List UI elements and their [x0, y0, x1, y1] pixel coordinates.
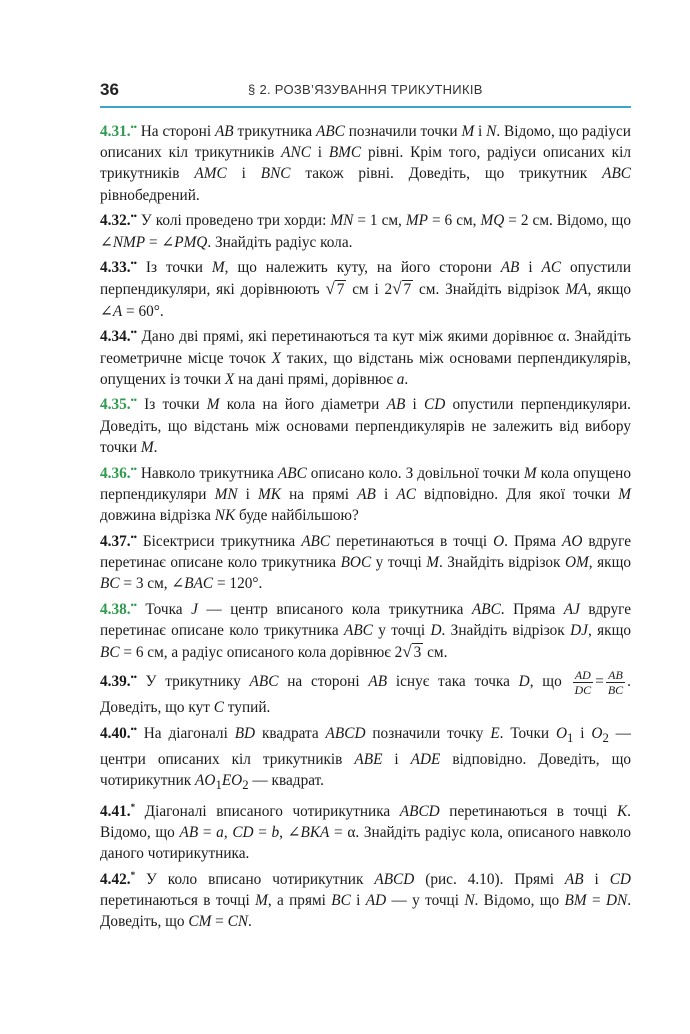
problem-number: 4.34.•• — [100, 327, 137, 346]
header-rule — [100, 106, 631, 108]
problem-number: 4.41.* — [100, 801, 136, 820]
problem-number: 4.32.•• — [100, 211, 137, 230]
problem-number: 4.40.•• — [100, 723, 137, 742]
problem-number: 4.35.•• — [100, 395, 137, 414]
fraction-ad-dc: $\frac{AD}{DC}$ — [574, 667, 592, 697]
problem-number: 4.33.•• — [100, 258, 137, 277]
problem-number: 4.37.•• — [100, 531, 137, 550]
problem-list — [100, 121, 631, 937]
problem-4-41: 4.41.* Діагоналі вписаного чотирикутника ABCD перетинаються в точці K. Відомо, що AB = a, CD = b, ∠BKA = α. Знайдіть радіус кола, описаного навколо даного чотирикутника. — [100, 801, 632, 863]
problem-number: 4.31.•• — [100, 122, 137, 140]
problem-4-32: 4.32.•• У колі проведено три хорди: MN = 1 см, MP = 6 см, MQ = 2 см. Відомо, що ∠NMP = ∠PMQ. Знайдіть радіус кола. — [100, 211, 631, 251]
fraction-ab-bc: $\frac{AB}{BC}$ — [607, 667, 624, 697]
page-number: 36 — [100, 80, 119, 99]
problem-4-40: 4.40.•• На діагоналі BD квадрата ABCD позначили точку E. Точки $O_1$ і $O_2$ — центри описаних кіл трикутників ABE і ADE відповідно. Доведіть, що чотирикутник $AO_1EO_2$ — квадрат. — [100, 723, 631, 793]
problem-number: 4.36.•• — [100, 463, 137, 482]
problem-4-34: 4.34.•• Дано дві прямі, які перетинаються та кут між якими дорівнює α. Знайдіть геометричне місце точок X таких, що відстань між основами перпендикулярів, опущених із точки X на дані прямі, дорівнює a. — [100, 327, 631, 388]
problem-4-33: 4.33.•• Із точки M, що належить куту, на його сторони AB і AC опустили перпендикуляри, які дорівнюють √ 7 см і 2√ 7 см. Знайдіть відрізок MA, якщо ∠A = 60°. — [100, 258, 631, 320]
problem-4-39: 4.39.•• У трикутнику ABC на стороні AB існує така точка D, що $\frac{AD}{DC}$ = $\frac{AB}{BC}$ . Доведіть, що кут C тупий. — [100, 667, 631, 716]
section-title: § 2. РОЗВ’ЯЗУВАННЯ ТРИКУТНИКІВ — [248, 82, 483, 97]
problem-4-35: 4.35.•• Із точки M кола на його діаметри AB і CD опустили перпендикуляри. Доведіть, що відстань між основами перпендикулярів не залежить від вибору точки M. — [100, 395, 632, 456]
problem-4-38: 4.38.•• Точка J — центр вписаного кола трикутника ABC. Пряма AJ вдруге перетинає описане коло трикутника ABC у точці D. Знайдіть відрізок DJ, якщо BC = 6 см, а радіус описаного кола дорівнює 2√ 3 см. — [100, 599, 632, 662]
problem-4-36: 4.36.•• Навколо трикутника ABC описано коло. З довільної точки M кола опущено перпендикуляри MN і MK на прямі AB і AC відповідно. Для якої точки M довжина відрізка NK буде найбільшою? — [100, 463, 631, 524]
problem-number: 4.38.•• — [100, 599, 137, 618]
problem-number: 4.42.* — [100, 869, 136, 888]
problem-4-31: 4.31.•• На стороні AB трикутника ABC позначили точки M і N. Відомо, що радіуси описаних кіл трикутників ANC і BMC рівні. Крім того, радіуси описаних кіл трикутників AMC і BNC також рівні. Доведіть, що трикутник ABC рівнобедрений. — [100, 122, 632, 204]
problem-4-37: 4.37.•• Бісектриси трикутника ABC перетинаються в точці O. Пряма AO вдруге перетинає описане коло трикутника BOC у точці M. Знайдіть відрізок OM, якщо BC = 3 см, ∠BAC = 120°. — [100, 531, 631, 593]
page-header — [100, 80, 631, 104]
problem-4-42: 4.42.* У коло вписано чотирикутник ABCD (рис. 4.10). Прямі AB і CD перетинаються в точці M, а прямі BC і AD — у точці N. Відомо, що BM = DN. Доведіть, що CM = CN. — [100, 869, 632, 931]
problem-number: 4.39.•• — [100, 671, 137, 690]
